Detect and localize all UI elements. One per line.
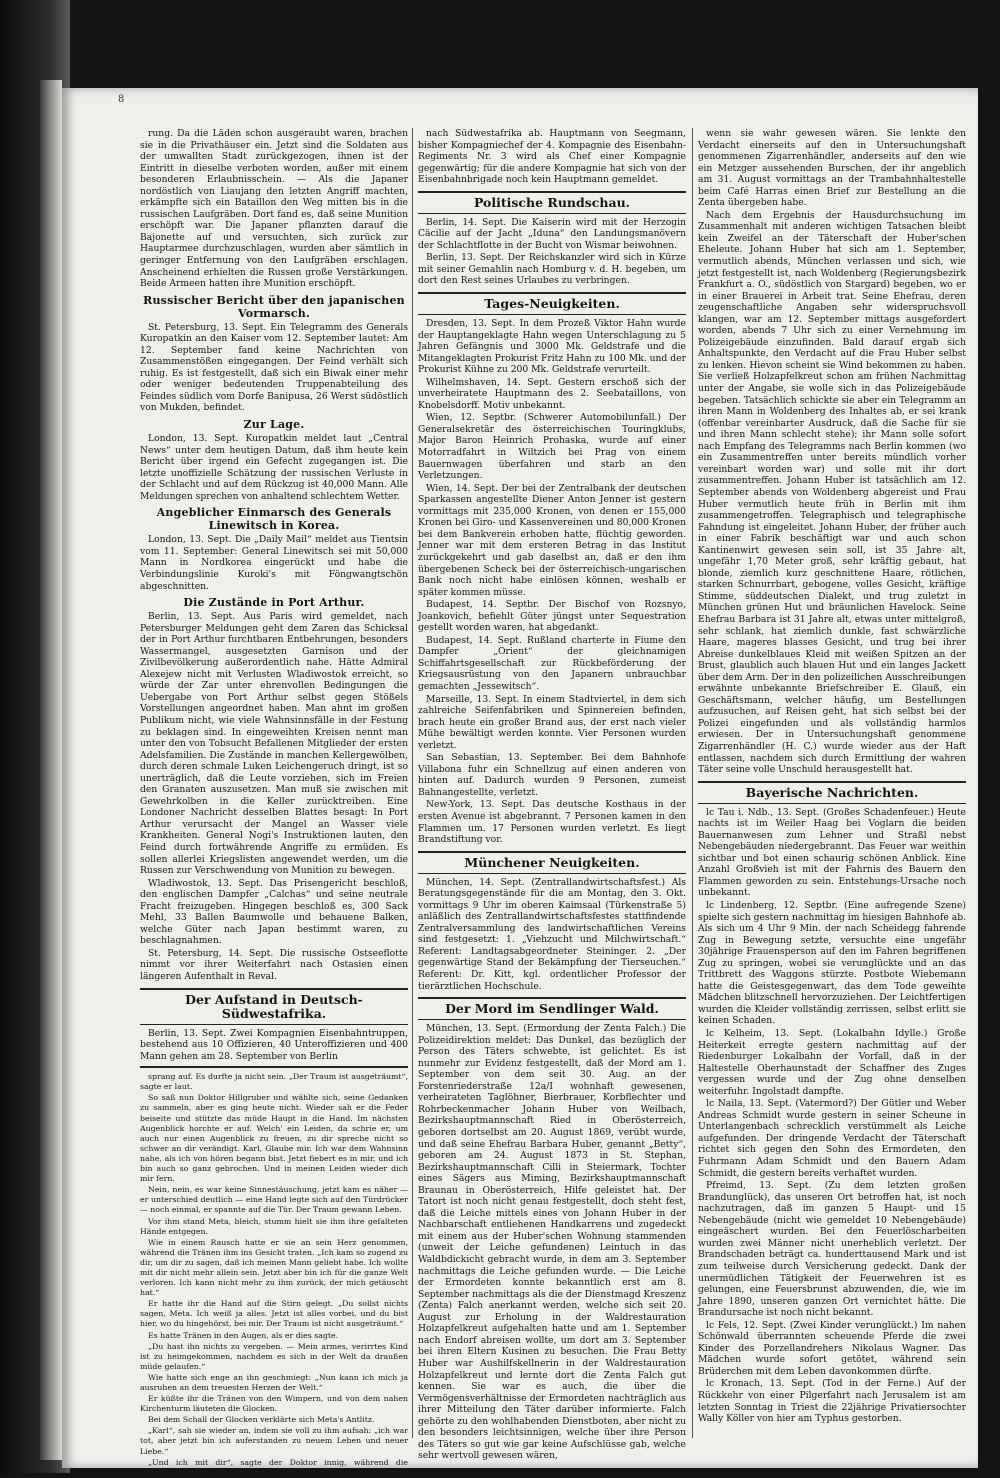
article-paragraph: Budapest, 14. Sept. Rußland charterte in Fiume den Dampfer „Orient“ der gleichnamigen Schiffahrtsgesellschaft zur Rückbeförderung der Kriegsausrüstung von den Japanern unbrauchbar gemachten „Jessewitsch“. — [418, 634, 686, 692]
section-heading: Der Aufstand in Deutsch-Südwestafrika. — [140, 988, 408, 1025]
article-paragraph: New-York, 13. Sept. Das deutsche Kosthaus in der ersten Avenue ist abgebrannt. 7 Personen kamen in den Flammen um. 17 Personen wurden verletzt. Es liegt Brandstiftung vor. — [418, 799, 686, 846]
article-heading: Zur Lage. — [243, 418, 305, 432]
article-paragraph: nach Südwestafrika ab. Hauptmann von Seegmann, bisher Kompagniechef der 4. Kompagnie des Eisenbahn-Regiments Nr. 3 wird als Chef einer Kompagnie gegenwärtig; für die andere Kompagnie hat sich von der Eisenbahnbrigade noch kein Hauptmann gemeldet. — [418, 128, 686, 186]
feuilleton-paragraph: Er hatte ihr die Hand auf die Stirn gelegt. „Du sollst nichts sagen, Meta. Ich weiß ja alles. Jetzt ist alles vorbei, und du bist hier, wo du hingehörst, bei mir. Der Traum ist nicht ausgeträumt.“ — [140, 1299, 408, 1329]
article-paragraph: Budapest, 14. Septbr. Der Bischof von Rozsnyo, Joankovich, befiehlt Güter jüngst unter Sequestration gestellt worden waren, hat abgedankt. — [418, 599, 686, 634]
article-paragraph: Wilhelmshaven, 14. Sept. Gestern erschoß sich der unverheiratete Hauptmann des 2. Seebataillons, von Knobelsdorff. Motiv unbekannt. — [418, 376, 686, 411]
feuilleton-paragraph: sprang auf. Es durfte ja nicht sein. „Der Traum ist ausgeträumt“, sagte er laut. — [140, 1072, 408, 1092]
article-paragraph: lc Fels, 12. Sept. (Zwei Kinder verunglückt.) Im nahen Schönwald überrannten scheuende Pferde die zwei Kinder des Porzellandrehers Nikolaus Wagner. Das Mädchen wurde sofort getötet, während sein Brüderchen mit dem Leben davonkommen dürfte. — [698, 1319, 966, 1377]
article-paragraph: Berlin, 13. Sept. Aus Paris wird gemeldet, nach Petersburger Meldungen geht dem Zaren das Schicksal der in Port Arthur furchtbaren Entbehrungen, besonders Wassermangel, ausgesetzten Garnison und der Zivilbevölkerung außerordentlich nahe. Hätte Admiral Alexejew nicht mit Verlusten Wladiwostok erreicht, so würde der Zar unter ehrenvollen Bedingungen die Uebergabe von Port Arthur selbst gegen Stößels Vorstellungen angeordnet haben. Man ahnt im großen Publikum nicht, wie viele Wahnsinnsfälle in der Festung zu beklagen sind. In eingeweihten Kreisen nennt man unter den von Tobsucht Befallenen Mitglieder der ersten Adelsfamilien. Die Zustände in manchen Kellergewölben, durch deren schmale Luken Leichengeruch dringt, ist so unerträglich, daß die Leute vorziehen, sich im Freien den Granaten auszusetzen. Man muß sie zwischen mit Gewehrkolben in die Keller zurücktreiben. Eine Londoner Nachricht desselben Blattes besagt: In Port Arthur verursacht der Mangel an Wasser viele Krankheiten. General Nogi's Instruktionen lauten, den Feind durch fortwährende Angriffe zu ermüden. Es sollen allerlei Kriegslisten angewendet werden, um die Russen zur Verschwendung von Munition zu bewegen. — [140, 611, 408, 877]
article-heading: Die Zustände in Port Arthur. — [183, 596, 365, 610]
article-paragraph: Berlin, 13. Sept. Zwei Kompagnien Eisenbahntruppen, bestehend aus 10 Offizieren, 40 Unteroffizieren und 400 Mann gehen am 28. September von Berlin — [140, 1027, 408, 1062]
section-heading: Der Mord im Sendlinger Wald. — [418, 997, 686, 1020]
section-heading: Politische Rundschau. — [418, 191, 686, 214]
article-paragraph: Wien, 12. Septbr. (Schwerer Automobilunfall.) Der Generalsekretär des österreichischen Touringklubs, Major Baron Heinrich Prohaska, wurde auf einer Motorradfahrt in Wiltzich bei Prag von einem Bauernwagen überfahren und starb an den Verletzungen. — [418, 412, 686, 482]
feuilleton-paragraph: Wie in einem Rausch hatte er sie an sein Herz genommen, während die Tränen ihm ins Gesicht traten. „Ich kam so zugend zu dir, um dir zu sagen, daß ich meinen Mann geliebt habe. Ich wollte mit dir nicht mehr allein sein. Jetzt aber bin ich für die ganze Welt verloren. Ich kann nicht mehr zu ihm zurück, der mich getäuscht hat.“ — [140, 1237, 408, 1298]
article-paragraph: Nach dem Ergebnis der Hausdurchsuchung im Zusammenhalt mit anderen wichtigen Tatsachen bleibt kein Zweifel an der Täterschaft der Huber'schen Eheleute. Johann Huber hat sich am 1. September, vermutlich abends, München verlassen und sich, wie jetzt festgestellt ist, nach Woldenberg (Regierungsbezirk Frankfurt a. O., südöstlich von Stargard) begeben, wo er in einer Brauerei in Arbeit trat. Seine Ehefrau, deren zeugenschaftliche Angaben sehr widerspruchsvoll klangen, war am 12. September mittags ausgefordert worden, abends 7 Uhr sich zu einer Vernehmung im Polizeigebäude einzufinden. Bald darauf ergab sich Anhaltspunkte, den Verdacht auf die Frau Huber selbst zu lenken. Hievon scheint sie Wind bekommen zu haben. Sie verließ Holzapfelkreut schon am frühen Nachmittag unter der Angabe, sie wolle sich in das Polizeigebäude begeben. Tatsächlich schickte sie aber ein Telegramm an ihren Mann in Woldenberg des Inhaltes ab, er sei krank (offenbar vereinbarter Ausdruck, daß die Sache für sie und ihren Mann schlecht stehe); ihr Mann solle sofort nach Empfang des Telegramms nach Berlin kommen (wo ein Zusammentreffen unter bereits mündlich vorher vereinbart worden war) und solle mit ihr dort zusammentreffen. Johann Huber ist tatsächlich am 12. September abends von Woldenberg abgereist und Frau Huber vermutlich heute früh in Berlin mit ihm zusammengetroffen. Telegraphisch und telegraphische Fahndung ist eingeleitet. Johann Huber, der früher auch in einer Fabrik beschäftigt war und auch schon Kantinenwirt gewesen sein soll, ist 35 Jahre alt, ungefähr 1,70 Meter groß, sehr kräftig gebaut, hat blonde, ziemlich kurz geschnittene Haare, rötlichen, starken Schnurrbart, gebogene, volles Gesicht, kräftige Stimme, süddeutschen Dialekt, und trug zuletzt in München grünen Hut und bräunlichen Havelock. Seine Ehefrau Barbara ist 31 Jahre alt, etwas unter mittelgroß, sehr schlank, hat ziemlich dunkle, fast schwärzliche Haare, mageres blasses Gesicht, und trug bei ihrer Abreise dunkelblaues Kleid mit weißen Spitzen an der Brust, glaublich auch blauen Hut und ein langes Jackett über dem Arm. Der in den polizeilichen Ausschreibungen erwähnte unbekannte Briefschreiber E. Glauß, ein Geschäftsmann, welcher häufig, um Bestellungen aufzusuchen, auf Reisen geht, hat sich selbst bei der Polizei eingefunden und als vollständig harmlos erwiesen. Der in Untersuchungshaft genommene Zigarrenhändler (H. C.) wurde wieder aus der Haft entlassen, nachdem sich durch Ermittlung der wahren Täter seine volle Unschuld herausgestellt hat. — [698, 209, 966, 776]
article-paragraph: London, 13. Sept. Die „Daily Mail“ meldet aus Tientsin vom 11. September: General Linewitsch sei mit 50,000 Mann in Nordkorea eingerückt und habe die Verbindungslinie Kuroki's mit Föngwangtschön abgeschnitten. — [140, 534, 408, 592]
article-paragraph: lc Kronach, 13. Sept. (Tod in der Ferne.) Auf der Rückkehr von einer Pilgerfahrt nach Jerusalem ist am letzten Sonntag in Triest die 22jährige Privatiersochter Wally Köller von hier am Typhus gestorben. — [698, 1378, 966, 1425]
article-paragraph: Dresden, 13. Sept. In dem Prozeß Viktor Hahn wurde der Hauptangeklagte Hahn wegen Unterschlagung zu 5 Jahren Gefängnis und 3000 Mk. Geldstrafe und die Mitangeklagten Prokurist Fritz Hahn zu 100 Mk. und der Prokurist Kühne zu 200 Mk. Geldstrafe verurteilt. — [418, 318, 686, 376]
column-1 — [140, 128, 408, 1477]
newspaper-page — [62, 88, 978, 1477]
feuilleton-paragraph: Nein, nein, es war keine Sinnestäuschung, jetzt kam es näher — er unterschied deutlich — eine Hand legte sich auf den Türdrücker — noch einmal, er spannte auf die Tür. Der Traum gewann Leben. — [140, 1185, 408, 1215]
article-paragraph: lc Tau i. Ndb., 13. Sept. (Großes Schadenfeuer.) Heute nachts ist im Weiler Haag bei Voglarn die beiden Bauernanwesen zum Lehner und Straßl nebst Nebengebäuden niedergebrannt. Das Feuer war weithin sichtbar und bot einen schaurig schönen Anblick. Eine Anzahl Großvieh ist mit der Fahrnis des Bauern den Flammen geworden zu sein. Entstehungs-Ursache noch unbekannt. — [698, 806, 966, 899]
feuilleton-paragraph: Wie hatte sich enge an ihn geschmiegt: „Nun kann ich mich ja ausruhen an dem treuesten Herzen der Welt.“ — [140, 1372, 408, 1392]
feuilleton-divider — [140, 1066, 408, 1068]
article-paragraph: St. Petersburg, 14. Sept. Die russische Ostseeflotte nimmt vor ihrer Weiterfahrt nach Ostasien einen längeren Aufenthalt in Reval. — [140, 947, 408, 982]
article-paragraph: St. Petersburg, 13. Sept. Ein Telegramm des Generals Kuropatkin an den Kaiser vom 12. September lautet: Am 12. September fand keine Nachrichten von Zusammenstößen eingegangen. Der Feind verhält sich ruhig. Es ist festgestellt, daß sich ein Biwak einer mehr oder weniger bedeutenden Truppenabteilung des Feindes südlich vom Dorfe Banipusa, 26 Werst südöstlich von Mukden, befindet. — [140, 321, 408, 414]
page-mark: 8 — [118, 94, 125, 105]
feuilleton-paragraph: Er küßte ihr die Tränen von den Wimpern, und von dem nahen Kirchenturm läuteten die Glocken. — [140, 1394, 408, 1414]
page-stack-edge — [40, 80, 62, 1460]
feuilleton-paragraph: „Karl“, sah sie wieder an, indem sie voll zu ihm aufsah: „ich war tot, aber jetzt bin ich auferstanden zu neuem Leben und neuer Liebe.“ — [140, 1426, 408, 1456]
article-paragraph: lc Kelheim, 13. Sept. (Lokalbahn Idylle.) Große Heiterkeit erregte gestern nachmittag auf der Riedenburger Lokalbahn der Vorfall, daß in der Haltestelle Oberhaunstadt der Schaffner des Zuges vergessen wurde und der Zug ohne denselben weiterfuhr. Ingolstadt dampfte. — [698, 1028, 966, 1097]
column-2 — [418, 128, 686, 1462]
article-paragraph: rung. Da die Läden schon ausgeraubt waren, brachen sie in die Privathäuser ein. Jetzt sind die Soldaten aus der umwallten Stadt zurückgezogen, ihnen ist der Eintritt in dieselbe verboten worden, außer mit einem besonderen Erlaubnisschein. — Als die Japaner nordöstlich von Liaujang den letzten Angriff machten, erkämpfte sich ein Bataillon den Weg mitten bis in die russischen Laufgräben. Dort fand es, daß seine Munition erschöpft war. Die Japaner pflanzten darauf die Bajonette auf und versuchten, sich zurück zur Hauptarmee durchzuschlagen, wurden aber sämtlich in geringer Entfernung von den Laufgräben erschlagen. Anscheinend erhielten die Russen große Verstärkungen. Beide Armeen hatten ihre Munition erschöpft. — [140, 128, 408, 290]
article-paragraph: Berlin, 13. Sept. Der Reichskanzler wird sich in Kürze mit seiner Gemahlin nach Homburg v. d. H. begeben, um dort den Rest seines Urlaubes zu verbringen. — [418, 252, 686, 287]
article-paragraph: San Sebastian, 13. September. Bei dem Bahnhofe Villabona fuhr ein Schnellzug auf einen anderen von hinten auf. Dadurch wurden 9 Personen, zumeist Bahnangestellte, verletzt. — [418, 752, 686, 798]
article-paragraph: Marseille, 13. Sept. In einem Stadtviertel, in dem sich zahlreiche Seifenfabriken und Spinnereien befinden, brach heute ein großer Brand aus, der erst nach vieler Mühe bewältigt werden konnte. Vier Personen wurden verletzt. — [418, 693, 686, 751]
feuilleton-paragraph: So saß nun Doktor Hillgruber und wählte sich, seine Gedanken zu sammeln, aber es ging heute nicht. Wieder sah er die Feder beiseite und stützte das müde Haupt in die Hand. Im nächsten Augenblick horchte er auf. Welch' ein Leiden, da schrie er, um auch nur einen Augenblick zu freuen, zu dir spreche nicht so schwer an dir verändigt. Karl, Glaube mir. Ich war dem Wahnsinn nahe, als ich von hören begann bist. Jetzt fiebert es in mir, und ich bin auch so ganz gebrochen. Und in meinen Leiden wieder dich mir fern. — [140, 1093, 408, 1184]
article-paragraph: München, 14. Sept. (Zentrallandwirtschaftsfest.) Als Beratungsgegenstände für die am Montag, den 3. Okt. vormittags 9 Uhr im oberen Kaimsaal (Türkenstraße 5) anläßlich des Zentrallandwirtschaftsfestes stattfindende Zentralversammlung des landwirtschaftlichen Vereins sind festgesetzt: 1. „Viehzucht und Milchwirtschaft.“ Referent: Landtagsabgeordneter Steininger. 2. „Der gegenwärtige Stand der Bekämpfung der Tierseuchen.“ Referent: Dr. Kitt, kgl. ordentlicher Professor der tierärztlichen Hochschule. — [418, 876, 686, 992]
feuilleton-paragraph: Vor ihm stand Meta, bleich, stumm hielt sie ihm ihre gefalteten Hände entgegen. — [140, 1216, 408, 1236]
article-paragraph: wenn sie wahr gewesen wären. Sie lenkte den Verdacht einerseits auf den in Untersuchungshaft genommenen Zigarrenhändler, anderseits auf den wie ein Metzger aussehenden Burschen, der ihr angeblich am 31. August vormittags an der Trambahnhaltestelle beim Café Harras einen Brief zur Bestellung an die Zenta übergeben habe. — [698, 128, 966, 209]
section-heading: Bayerische Nachrichten. — [698, 781, 966, 804]
feuilleton-paragraph: „Du hast ihn nichts zu vergeben. — Mein armes, verirrtes Kind ist zu heimgekommen, nachdem es sich in der Welt da draußen müde gelaufen.“ — [140, 1341, 408, 1371]
article-paragraph: München, 13. Sept. (Ermordung der Zenta Falch.) Die Polizeidirektion meldet: Das Dunkel, das bezüglich der Person des Täters schwebte, ist gelichtet. Es ist nunmehr zur Evidenz festgestellt, daß der Mord am 1. September von dem seit 30. Aug. an der Forstenriederstraße 12a/I wohnhaft gewesenen, verheirateten Taglöhner, Bierbrauer, Korbflechter und Rohrbeckenmacher Johann Huber von Weilbach, Bezirkshauptmannschaft Ried in Oberösterreich, geboren dortselbst am 20. August 1869, verübt wurde, und daß seine Ehefrau Barbara Huber, genannt „Betty“, geboren am 24. August 1873 in St. Stephan, Bezirkshauptmannschaft Cilli in Steiermark, Tochter eines Sägers aus Miming, Bezirkshauptmannschaft Braunau in Oberösterreich, Hilfe geleistet hat. Der Tatort ist noch nicht genau festgestellt, doch steht fest, daß die Leiche mittels eines von Johann Huber in der Nachbarschaft entliehenen Handkarrens und zugedeckt mit einem aus der Huber'schen Wohnung stammenden (unweit der Leiche gefundenen) Leintuch in das Waldbdickicht gebracht wurde, in dem am 3. September nachmittags die Leiche gefunden wurde. — Die Leiche der Ermordeten konnte bekanntlich erst am 8. September nachmittags als die der Dienstmagd Kreszenz (Zenta) Falch anerkannt werden, welche sich seit 20. August zur Erholung in der Waldrestauration Holzapfelkreut aufgehalten hatte und am 1. September nach Endorf abreisen wollte, um dort am 3. September bei ihren Eltern Kusinen zu besuchen. Die Frau Betty Huber war Aushilfskellnerin in der Waldrestauration Holzapfelkreut und lernte dort die Zenta Falch gut kennen. Sie war es auch, die über die Vermögensverhältnisse der Ermordeten nachträglich aus ihrer Mitteilung den Täter darüber informierte. Falch gehörte zu den wohlhabenden Dienstboten, aber nicht zu den besonders leichtsinnigen, welche über ihre Person des Täters so gut wie gar keine Aufschlüsse gab, welche sehr wertvoll gewesen wären, — [418, 1023, 686, 1462]
article-heading: Angeblicher Einmarsch des Generals Linewitsch in Korea. — [156, 506, 392, 533]
article-paragraph: Pfreimd, 13. Sept. (Zu dem letzten großen Brandunglück), das unseren Ort betroffen hat, ist noch nachzutragen, daß im ganzen 5 Haupt- und 15 Nebengebäude (nicht wie gemeldet 10 Nebengebäude) eingeäschert wurden. Bei den Feuerlöscharbeiten wurden zwei Männer nicht unerheblich verletzt. Der Brandschaden beträgt ca. hunderttausend Mark und ist zum teilweise durch Versicherung gedeckt. Dank der unermüdlichen Tätigkeit der Feuerwehren ist es gelungen, eine Feuersbrunst abzuwenden, die, wie im Jahre 1890, unseren ganzen Ort vernichtet hätte. Die Brandursache ist noch nicht bekannt. — [698, 1180, 966, 1319]
section-heading: Münchener Neuigkeiten. — [418, 851, 686, 874]
article-paragraph: lc Lindenberg, 12. Septbr. (Eine aufregende Szene) spielte sich gestern nachmittag im hiesigen Bahnhofe ab. Als sich um 4 Uhr 9 Min. der nach Scheidegg fahrende Zug in Bewegung setzte, versuchte eine ungefähr 30jährige Frauensperson auf den im Fahren begriffenen Zug zu springen, wobei sie verunglückte und an das Trittbrett des Waggons stürzte. Postbote Wiebemann hatte die Geistesgegenwart, das dem Tode geweihte Mädchen blitzschnell hervorzuziehen. Der Leichtfertigen wurden die Kleider vollständig zerrissen, selbst erlitt sie keinen Schaden. — [698, 900, 966, 1027]
feuilleton-paragraph: Bei dem Schall der Glocken verklärte sich Meta's Antlitz. — [148, 1415, 375, 1425]
column-rule — [412, 128, 413, 1438]
section-heading: Tages-Neuigkeiten. — [418, 292, 686, 315]
column-3 — [698, 128, 966, 1448]
column-rule — [692, 128, 693, 1438]
article-paragraph: London, 13. Sept. Kuropatkin meldet laut „Central News“ unter dem heutigen Datum, daß ihm heute kein Bericht über irgend ein Gefecht zugegangen ist. Die letzte unoffizielle Schätzung der russischen Verluste in der Schlacht und auf dem Rückzug ist 40,000 Mann. Alle Meldungen sprechen von anhaltend schlechtem Wetter. — [140, 433, 408, 502]
article-paragraph: Wien, 14. Sept. Der bei der Zentralbank der deutschen Sparkassen angestellte Diener Anton Jenner ist gestern vormittags mit 235,000 Kronen, von denen er 155,000 Kronen bei Giro- und Kassenvereinen und 80,000 Kronen bei dem Bankverein erhoben hatte, flüchtig geworden. Jenner war mit dem ersteren Betrag in das Institut zurückgekehrt und gab daselbst an, daß er den ihm übergebenen Scheck bei der österreichisch-ungarischen Bank noch nicht habe einlösen können, weshalb er später kommen müsse. — [418, 482, 686, 598]
feuilleton-paragraph: „Und ich mit dir“, sagte der Doktor innig, während die Osterglocken feierlich verklangen. — [140, 1457, 408, 1477]
article-heading: Russischer Bericht über den japanischen Vormarsch. — [143, 293, 405, 320]
feuilleton-paragraph: Es hatte Tränen in den Augen, als er dies sagte. — [148, 1330, 339, 1340]
article-paragraph: Wladiwostok, 13. Sept. Das Prisengericht beschloß, den englischen Dampfer „Calchas“ und seine neutrale Fracht freizugeben. Hingegen beschloß es, 300 Sack Mehl, 33 Ballen Baumwolle und behauene Balken, welche Güter nach Japan bestimmt waren, zu beschlagnahmen. — [140, 877, 408, 947]
article-paragraph: Berlin, 14. Sept. Die Kaiserin wird mit der Herzogin Cäcilie auf der Jacht „Iduna“ den Landungsmanövern der Schlachtflotte in der Bucht von Wismar beiwohnen. — [418, 216, 686, 251]
article-paragraph: lc Naila, 13. Sept. (Vatermord?) Der Gütler und Weber Andreas Schmidt wurde gestern in seiner Scheune in Unterlangenbach schrecklich verstümmelt als Leiche aufgefunden. Der dringende Verdacht der Täterschaft richtet sich gegen den Sohn des Ermordeten, den Fuhrmann Adam Schmidt und den Bauern Adam Schmidt, die gestern bereits verhaftet wurden. — [698, 1098, 966, 1179]
